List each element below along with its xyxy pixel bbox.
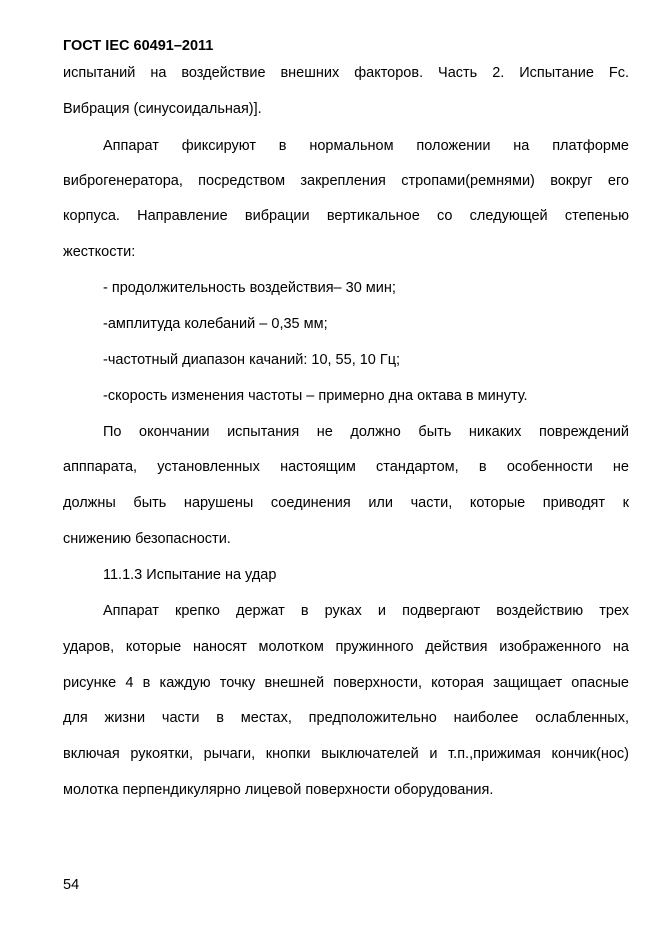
list-item: - продолжительность воздействия– 30 мин; (103, 280, 396, 296)
list-item: -скорость изменения частоты – примерно дна октава в минуту. (103, 388, 528, 404)
text-line: Аппарат фиксируют в нормальном положении на платформе (103, 138, 629, 154)
text-line: для жизни части в местах, предположительно наиболее ослабленных, (63, 710, 629, 726)
list-item: -амплитуда колебаний – 0,35 мм; (103, 316, 328, 332)
text-line: виброгенератора, посредством закрепления стропами(ремнями) вокруг его (63, 173, 629, 189)
text-line: жесткости: (63, 244, 136, 260)
text-line: апппарата, установленных настоящим стандартом, в особенности не (63, 459, 629, 475)
text-line: испытаний на воздействие внешних факторов. Часть 2. Испытание Fc. (63, 65, 629, 81)
text-line: корпуса. Направление вибрации вертикальное со следующей степенью (63, 208, 629, 224)
page-number: 54 (63, 877, 80, 893)
text-line: По окончании испытания не должно быть никаких повреждений (103, 424, 629, 440)
text-line: ударов, которые наносят молотком пружинного действия изображенного на (63, 639, 629, 655)
text-line: Аппарат крепко держат в руках и подвергают воздействию трех (103, 603, 629, 619)
text-line: рисунке 4 в каждую точку внешней поверхности, которая защищает опасные (63, 675, 629, 691)
text-line: снижению безопасности. (63, 531, 231, 547)
list-item: -частотный диапазон качаний: 10, 55, 10 Гц; (103, 352, 401, 368)
text-line: включая рукоятки, рычаги, кнопки выключателей и т.п.,прижимая кончик(нос) (63, 746, 629, 762)
text-line: Вибрация (синусоидальная)]. (63, 101, 262, 117)
document-header: ГОСТ IEC 60491–2011 (63, 38, 214, 54)
section-heading: 11.1.3 Испытание на удар (103, 567, 277, 583)
text-line: молотка перпендикулярно лицевой поверхности оборудования. (63, 782, 494, 798)
text-line: должны быть нарушены соединения или части, которые приводят к (63, 495, 629, 511)
